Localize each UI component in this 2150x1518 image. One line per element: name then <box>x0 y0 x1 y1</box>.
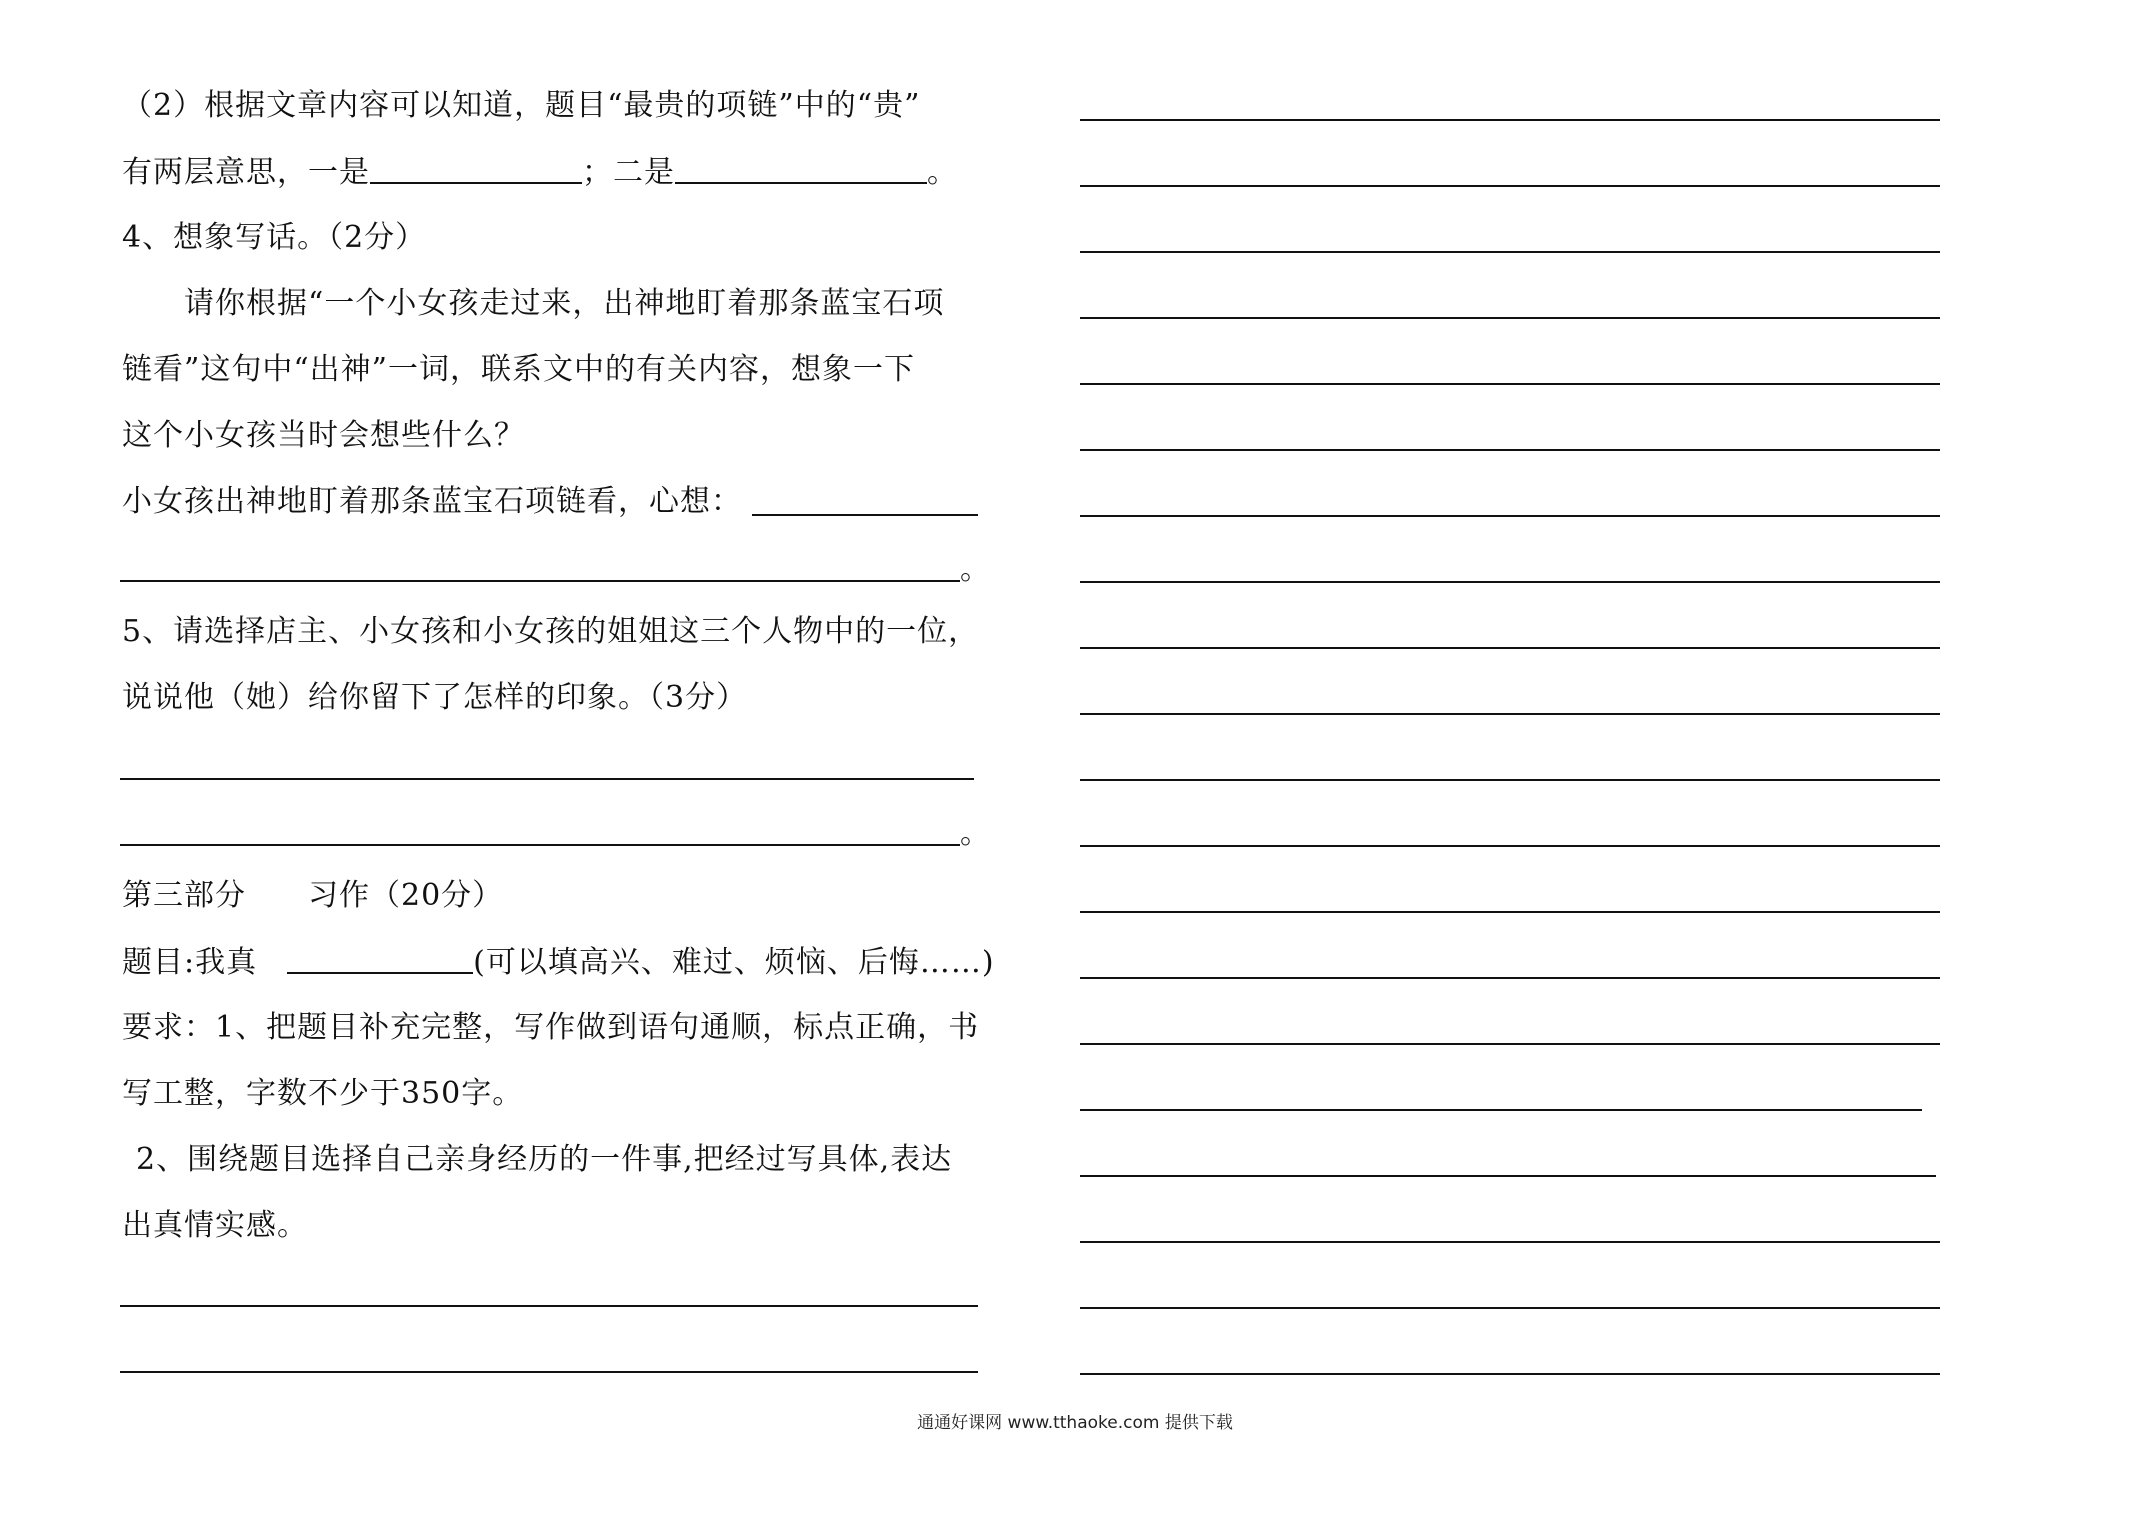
essay-line-left-2[interactable] <box>120 1371 978 1373</box>
essay-line-right[interactable] <box>1080 1175 1936 1177</box>
requirement2-line1: 2、围绕题目选择自己亲身经历的一件事,把经过写具体,表达 <box>136 1142 953 1177</box>
q3-2-line1: （2）根据文章内容可以知道，题目“最贵的项链”中的“贵” <box>122 88 921 123</box>
essay-line-right[interactable] <box>1080 845 1940 847</box>
essay-line-right[interactable] <box>1080 515 1940 517</box>
q5-line1: 5、请选择店主、小女孩和小女孩的姐姐这三个人物中的一位， <box>122 614 980 649</box>
essay-line-right[interactable] <box>1080 1307 1940 1309</box>
q4-line2: 链看”这句中“出神”一词，联系文中的有关内容，想象一下 <box>122 352 916 387</box>
answer-blank-1[interactable] <box>370 152 582 184</box>
essay-line-right[interactable] <box>1080 317 1940 319</box>
q5-answer-line-2[interactable] <box>120 844 960 846</box>
topic-blank[interactable] <box>287 942 473 974</box>
q4-line3: 这个小女孩当时会想些什么？ <box>122 418 525 453</box>
q5-line2: 说说他（她）给你留下了怎样的印象。（3分） <box>122 680 748 715</box>
q4-line1: 请你根据“一个小女孩走过来，出神地盯着那条蓝宝石项 <box>184 286 945 321</box>
q4-answer-line-2[interactable] <box>120 580 960 582</box>
topic-line <box>122 942 995 983</box>
essay-line-left-1[interactable] <box>120 1305 978 1307</box>
essay-line-right[interactable] <box>1080 251 1940 253</box>
essay-line-right[interactable] <box>1080 779 1940 781</box>
essay-line-right[interactable] <box>1080 977 1940 979</box>
essay-line-right[interactable] <box>1080 713 1940 715</box>
essay-line-right[interactable] <box>1080 1241 1940 1243</box>
essay-line-right[interactable] <box>1080 647 1940 649</box>
q5-end-mark: 。 <box>960 816 990 851</box>
essay-line-right[interactable] <box>1080 383 1940 385</box>
footer-source: 通通好课网 www.tthaoke.com 提供下载 <box>917 1413 1233 1433</box>
essay-line-right[interactable] <box>1080 1373 1940 1375</box>
q4-answer-prompt: 小女孩出神地盯着那条蓝宝石项链看，心想： <box>122 484 742 519</box>
q3-2-line2 <box>122 152 958 193</box>
requirement-line1: 要求：1、把题目补充完整，写作做到语句通顺，标点正确，书 <box>122 1010 980 1045</box>
essay-line-right[interactable] <box>1080 449 1940 451</box>
topic-hint: (可以填高兴、难过、烦恼、后悔……) <box>473 945 995 980</box>
essay-line-right[interactable] <box>1080 1043 1940 1045</box>
essay-line-right[interactable] <box>1080 911 1940 913</box>
q5-answer-line-1[interactable] <box>120 778 974 780</box>
q4-title: 4、想象写话。（2分） <box>122 220 427 255</box>
topic-label: 题目:我真 <box>122 945 258 980</box>
essay-line-right[interactable] <box>1080 1109 1922 1111</box>
essay-line-right[interactable] <box>1080 185 1940 187</box>
requirement2-line2: 出真情实感。 <box>122 1208 308 1243</box>
q3-2-text-a: 有两层意思，一是 <box>122 155 370 190</box>
q4-answer-line-1[interactable] <box>752 514 978 516</box>
answer-blank-2[interactable] <box>675 152 927 184</box>
requirement-line2: 写工整，字数不少于350字。 <box>122 1076 524 1111</box>
essay-line-right[interactable] <box>1080 581 1940 583</box>
q3-2-text-c: 。 <box>927 155 958 190</box>
q3-2-text-b: ；二是 <box>582 155 675 190</box>
essay-line-right[interactable] <box>1080 119 1940 121</box>
q4-end-mark: 。 <box>960 552 990 587</box>
part3-title: 第三部分 习作（20分） <box>122 878 504 913</box>
